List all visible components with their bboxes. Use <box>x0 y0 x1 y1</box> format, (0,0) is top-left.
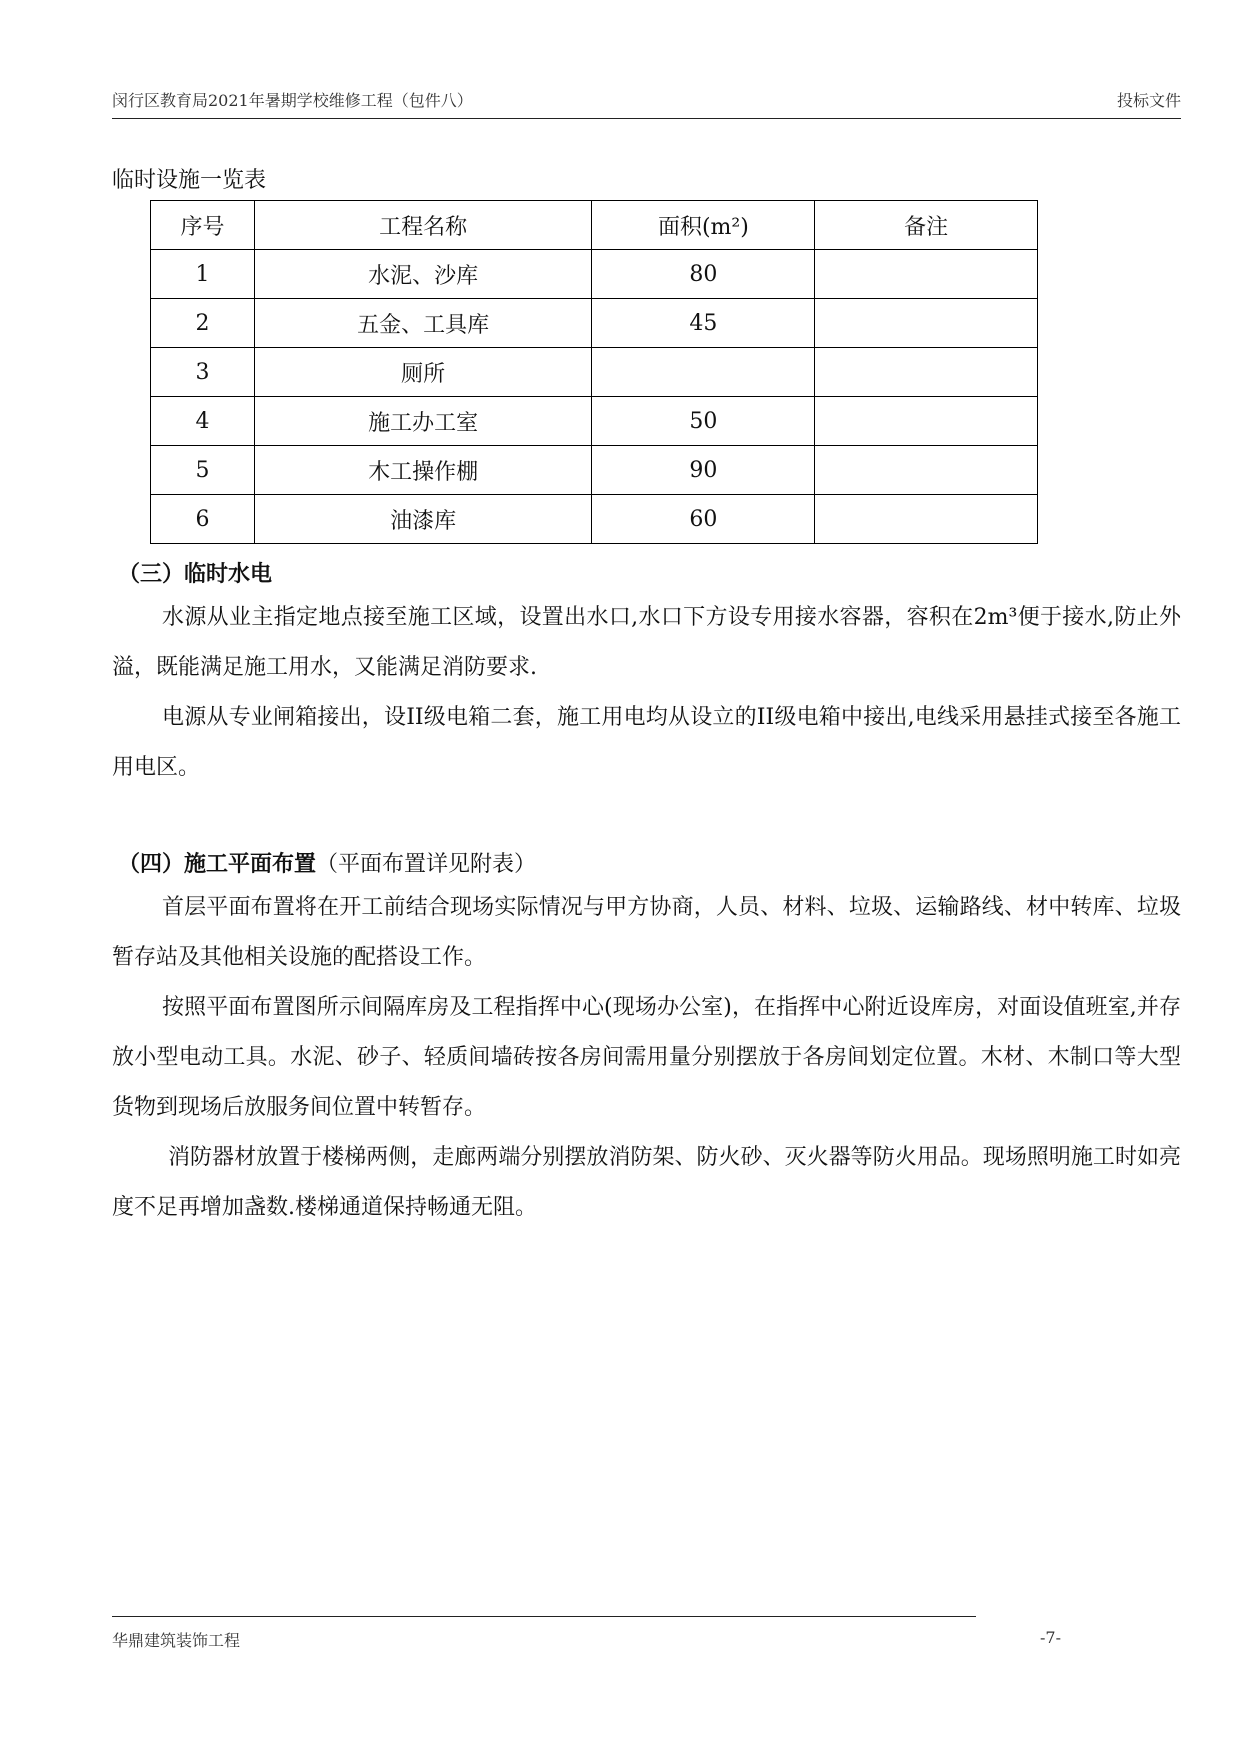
table-row <box>151 397 1038 446</box>
cell-remarks <box>815 397 1038 446</box>
section-heading-water-electricity: （三）临时水电 <box>118 562 273 587</box>
column-header-name: 工程名称 <box>254 201 592 250</box>
cell-index: 3 <box>151 348 255 397</box>
cell-remarks <box>815 495 1038 544</box>
footer-company: 华鼎建筑装饰工程 <box>112 1631 241 1650</box>
section-heading-site-layout <box>118 847 536 878</box>
cell-remarks <box>815 299 1038 348</box>
cell-area <box>592 348 815 397</box>
column-header-remarks: 备注 <box>815 201 1038 250</box>
cell-area: 45 <box>592 299 815 348</box>
cell-name: 施工办工室 <box>254 397 592 446</box>
table-row <box>151 250 1038 299</box>
section-heading-note: （平面布置详见附表） <box>316 852 537 877</box>
header-project-title: 闵行区教育局2021年暑期学校维修工程（包件八） <box>112 91 473 110</box>
cell-remarks <box>815 348 1038 397</box>
column-header-index: 序号 <box>151 201 255 250</box>
cell-index: 5 <box>151 446 255 495</box>
paragraph-ground-floor-layout: 首层平面布置将在开工前结合现场实际情况与甲方协商，人员、材料、垃圾、运输路线、材中转库、垃圾暂存站及其他相关设施的配搭设工作。 <box>112 895 1181 970</box>
table-row <box>151 446 1038 495</box>
cell-name: 厕所 <box>254 348 592 397</box>
footer-divider <box>112 1616 976 1617</box>
table-row <box>151 348 1038 397</box>
table-row <box>151 495 1038 544</box>
cell-remarks <box>815 250 1038 299</box>
cell-index: 4 <box>151 397 255 446</box>
cell-remarks <box>815 446 1038 495</box>
cell-name: 五金、工具库 <box>254 299 592 348</box>
table-title: 临时设施一览表 <box>112 168 267 193</box>
paragraph-storage-layout: 按照平面布置图所示间隔库房及工程指挥中心(现场办公室)，在指挥中心附近设库房，对面设值班室,并存放小型电动工具。水泥、砂子、轻质间墙砖按各房间需用量分别摆放于各房间划定位置。木材、木制口等大型货物到现场后放服务间位置中转暂存。 <box>112 995 1181 1120</box>
cell-area: 60 <box>592 495 815 544</box>
header-doc-type: 投标文件 <box>1116 91 1181 110</box>
cell-index: 2 <box>151 299 255 348</box>
cell-area: 90 <box>592 446 815 495</box>
cell-name: 木工操作棚 <box>254 446 592 495</box>
cell-area: 80 <box>592 250 815 299</box>
paragraph-water-source: 水源从业主指定地点接至施工区域，设置出水口,水口下方设专用接水容器，容积在2m³便于接水,防止外溢，既能满足施工用水，又能满足消防要求. <box>112 605 1181 680</box>
paragraph-power-source: 电源从专业闸箱接出，设II级电箱二套，施工用电均从设立的II级电箱中接出,电线采用悬挂式接至各施工用电区。 <box>112 705 1181 780</box>
section-heading-text: （四）施工平面布置 <box>118 852 317 877</box>
cell-index: 6 <box>151 495 255 544</box>
paragraph-fire-equipment: 消防器材放置于楼梯两侧，走廊两端分别摆放消防架、防火砂、灭火器等防火用品。现场照明施工时如亮度不足再增加盏数.楼梯通道保持畅通无阻。 <box>112 1145 1181 1220</box>
cell-index: 1 <box>151 250 255 299</box>
temporary-facilities-table <box>150 200 1038 544</box>
cell-name: 油漆库 <box>254 495 592 544</box>
table-header-row <box>151 201 1038 250</box>
page-number: -7- <box>1040 1628 1061 1647</box>
page-header <box>112 88 1181 119</box>
cell-name: 水泥、沙库 <box>254 250 592 299</box>
column-header-area: 面积(m²) <box>592 201 815 250</box>
cell-area: 50 <box>592 397 815 446</box>
table-row <box>151 299 1038 348</box>
